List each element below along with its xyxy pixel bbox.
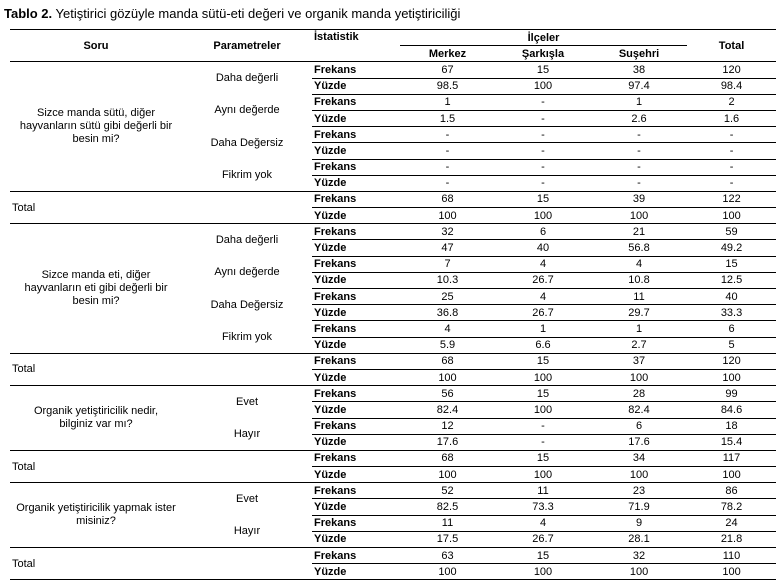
table-row — [10, 483, 776, 499]
value-cell-total: 78.2 — [687, 499, 776, 515]
stat-label-frekans: Frekans — [312, 256, 400, 272]
value-cell-susehri: 1 — [591, 321, 687, 337]
total-value-susehri: 100 — [591, 564, 687, 580]
total-label: Total — [10, 450, 312, 482]
value-cell-sarkisla: 1 — [495, 321, 591, 337]
stat-label-frekans: Frekans — [314, 387, 357, 400]
total-value-merkez: 63 — [441, 549, 454, 562]
stat-label-frekans: Frekans — [312, 127, 400, 143]
value-cell-total: 24 — [687, 515, 776, 531]
stat-label-yuzde: Yüzde — [312, 240, 400, 256]
stat-label-yuzde: Yüzde — [312, 369, 400, 385]
value-cell-sarkisla: - — [495, 110, 591, 126]
value-cell-merkez: 32 — [441, 225, 454, 238]
value-cell-merkez: 12 — [400, 418, 495, 434]
value-cell-merkez: 5.9 — [400, 337, 495, 353]
parameter-cell: Fikrim yok — [182, 159, 312, 191]
total-value-total: 117 — [722, 452, 741, 465]
total-value-sarkisla: 100 — [495, 369, 591, 385]
value-cell-total: 1.6 — [687, 110, 776, 126]
value-cell-sarkisla: 4 — [495, 289, 591, 305]
total-value-sarkisla: 15 — [536, 355, 550, 368]
total-value-total: 122 — [722, 193, 741, 206]
value-cell-merkez: 11 — [400, 515, 495, 531]
table-caption-text: Yetiştirici gözüyle manda sütü-eti değeri ve organik manda yetiştiriciliği — [55, 6, 461, 21]
value-cell-sarkisla: 26.7 — [495, 305, 591, 321]
value-cell-susehri: - — [591, 143, 687, 159]
value-cell-total: 18 — [687, 418, 776, 434]
total-value-merkez: 100 — [400, 208, 495, 224]
table-row — [10, 224, 776, 240]
value-cell-susehri: 38 — [632, 63, 646, 76]
header-total: Total — [687, 30, 776, 62]
value-cell-susehri: - — [591, 175, 687, 191]
total-value-sarkisla: 15 — [536, 193, 550, 206]
table-caption-label: Tablo 2. — [4, 6, 53, 21]
parameter-cell: Daha değerli — [215, 72, 279, 85]
table-row — [10, 62, 776, 78]
value-cell-merkez: 47 — [400, 240, 495, 256]
total-value-merkez: 100 — [400, 467, 495, 483]
value-cell-susehri: 71.9 — [591, 499, 687, 515]
total-label: Total — [10, 353, 312, 385]
total-value-total: 120 — [722, 355, 741, 368]
question-cell: Organik yetiştiricilik yapmak ister misiniz? — [10, 483, 182, 548]
parameter-cell: Aynı değerde — [214, 266, 280, 279]
value-cell-merkez: 4 — [400, 321, 495, 337]
question-cell: Organik yetiştiricilik nedir, bilginiz var mı? — [10, 386, 182, 451]
value-cell-susehri: 56.8 — [591, 240, 687, 256]
value-cell-merkez: 17.6 — [400, 434, 495, 450]
stat-label-frekans: Frekans — [314, 484, 357, 497]
value-cell-total: 99 — [725, 387, 738, 400]
stat-label-frekans: Frekans — [314, 355, 357, 368]
value-cell-total: 12.5 — [687, 272, 776, 288]
value-cell-susehri: 29.7 — [591, 305, 687, 321]
stat-label-frekans: Frekans — [314, 452, 357, 465]
value-cell-merkez: 52 — [441, 484, 454, 497]
value-cell-sarkisla: 15 — [536, 387, 550, 400]
total-value-merkez: 68 — [441, 452, 454, 465]
stat-label-yuzde: Yüzde — [312, 531, 400, 547]
parameter-cell: Hayır — [182, 515, 312, 547]
total-value-total: 100 — [687, 564, 776, 580]
total-value-merkez: 68 — [441, 355, 454, 368]
value-cell-sarkisla: 4 — [495, 256, 591, 272]
value-cell-susehri: 21 — [632, 225, 646, 238]
parameter-cell: Daha Değersiz — [210, 298, 284, 311]
total-value-susehri: 39 — [632, 193, 646, 206]
value-cell-sarkisla: 100 — [495, 402, 591, 418]
value-cell-sarkisla: - — [495, 175, 591, 191]
value-cell-sarkisla: 11 — [537, 484, 549, 497]
stat-label-frekans: Frekans — [312, 94, 400, 110]
total-value-susehri: 100 — [591, 467, 687, 483]
total-value-sarkisla: 100 — [495, 564, 591, 580]
total-value-sarkisla: 100 — [495, 467, 591, 483]
stat-label-frekans: Frekans — [312, 159, 400, 175]
value-cell-merkez: 82.4 — [400, 402, 495, 418]
parameter-cell: Evet — [235, 493, 258, 506]
value-cell-merkez: - — [400, 175, 495, 191]
value-cell-total: - — [687, 127, 776, 143]
value-cell-susehri: 28 — [632, 387, 646, 400]
total-value-susehri: 37 — [632, 355, 646, 368]
stat-label-yuzde: Yüzde — [312, 208, 400, 224]
value-cell-sarkisla: 100 — [495, 78, 591, 94]
value-cell-susehri: 23 — [632, 484, 646, 497]
stat-label-yuzde: Yüzde — [312, 305, 400, 321]
question-cell: Sizce manda eti, diğer hayvanların eti gibi değerli bir besin mi? — [10, 224, 182, 354]
value-cell-sarkisla: - — [495, 127, 591, 143]
value-cell-total: - — [687, 175, 776, 191]
value-cell-total: 15.4 — [687, 434, 776, 450]
value-cell-sarkisla: 26.7 — [495, 531, 591, 547]
stat-label-yuzde: Yüzde — [312, 337, 400, 353]
parameter-cell: Daha Değersiz — [210, 136, 284, 149]
value-cell-sarkisla: 40 — [495, 240, 591, 256]
stat-label-yuzde: Yüzde — [312, 499, 400, 515]
value-cell-total: 84.6 — [687, 402, 776, 418]
value-cell-total: 15 — [687, 256, 776, 272]
value-cell-total: - — [687, 143, 776, 159]
parameter-cell: Hayır — [182, 418, 312, 450]
value-cell-total: 49.2 — [687, 240, 776, 256]
value-cell-sarkisla: - — [495, 418, 591, 434]
total-value-sarkisla: 100 — [495, 208, 591, 224]
total-value-total: 100 — [687, 467, 776, 483]
value-cell-merkez: 7 — [400, 256, 495, 272]
value-cell-merkez: - — [400, 127, 495, 143]
header-sarkisla: Şarkışla — [495, 46, 591, 62]
value-cell-merkez: 98.5 — [400, 78, 495, 94]
table-caption — [4, 6, 460, 21]
stat-label-yuzde: Yüzde — [312, 175, 400, 191]
value-cell-susehri: 11 — [591, 289, 687, 305]
value-cell-susehri: 2.7 — [591, 337, 687, 353]
value-cell-sarkisla: - — [495, 159, 591, 175]
value-cell-total: 2 — [687, 94, 776, 110]
header-parametreler: Parametreler — [182, 30, 312, 62]
value-cell-total: - — [687, 159, 776, 175]
parameter-cell: Daha değerli — [215, 234, 279, 247]
stat-label-yuzde: Yüzde — [312, 434, 400, 450]
value-cell-merkez: 82.5 — [400, 499, 495, 515]
total-value-susehri: 100 — [591, 369, 687, 385]
header-soru: Soru — [10, 30, 182, 62]
value-cell-susehri: 9 — [591, 515, 687, 531]
value-cell-sarkisla: 26.7 — [495, 272, 591, 288]
total-value-susehri: 100 — [591, 208, 687, 224]
value-cell-merkez: 10.3 — [400, 272, 495, 288]
stat-label-frekans: Frekans — [314, 225, 357, 238]
value-cell-merkez: 17.5 — [400, 531, 495, 547]
value-cell-susehri: 82.4 — [591, 402, 687, 418]
header-row-1 — [10, 30, 776, 46]
stat-label-frekans: Frekans — [312, 289, 400, 305]
value-cell-merkez: 25 — [400, 289, 495, 305]
value-cell-susehri: 1 — [591, 94, 687, 110]
total-value-susehri: 32 — [632, 549, 646, 562]
total-row — [10, 353, 776, 369]
header-merkez: Merkez — [400, 46, 495, 62]
parameter-cell: Fikrim yok — [182, 321, 312, 353]
total-value-merkez: 100 — [400, 369, 495, 385]
value-cell-susehri: 97.4 — [591, 78, 687, 94]
stat-label-yuzde: Yüzde — [312, 143, 400, 159]
value-cell-total: 5 — [687, 337, 776, 353]
value-cell-total: 21.8 — [687, 531, 776, 547]
total-value-susehri: 34 — [632, 452, 646, 465]
value-cell-sarkisla: 4 — [495, 515, 591, 531]
stat-label-frekans: Frekans — [314, 549, 357, 562]
value-cell-merkez: 1.5 — [400, 110, 495, 126]
stat-label-yuzde: Yüzde — [312, 402, 400, 418]
stat-label-frekans: Frekans — [312, 321, 400, 337]
parameter-cell: Evet — [235, 396, 258, 409]
value-cell-susehri: 17.6 — [591, 434, 687, 450]
total-row — [10, 191, 776, 207]
total-label: Total — [10, 191, 312, 223]
stat-label-yuzde: Yüzde — [312, 110, 400, 126]
value-cell-susehri: 2.6 — [591, 110, 687, 126]
value-cell-total: 6 — [687, 321, 776, 337]
value-cell-susehri: 10.8 — [591, 272, 687, 288]
stat-label-frekans: Frekans — [312, 418, 400, 434]
stat-label-yuzde: Yüzde — [312, 78, 400, 94]
value-cell-sarkisla: - — [495, 434, 591, 450]
value-cell-susehri: 6 — [591, 418, 687, 434]
value-cell-total: 59 — [725, 225, 738, 238]
stat-label-yuzde: Yüzde — [312, 467, 400, 483]
parameter-cell: Aynı değerde — [214, 104, 280, 117]
value-cell-susehri: 28.1 — [591, 531, 687, 547]
total-value-total: 100 — [687, 208, 776, 224]
table-body — [10, 62, 776, 580]
total-value-sarkisla: 15 — [536, 549, 550, 562]
value-cell-sarkisla: 73.3 — [495, 499, 591, 515]
value-cell-merkez: - — [400, 143, 495, 159]
total-value-merkez: 68 — [441, 193, 454, 206]
value-cell-total: 98.4 — [687, 78, 776, 94]
stat-label-yuzde: Yüzde — [312, 564, 400, 580]
data-table — [10, 29, 776, 580]
value-cell-merkez: 56 — [441, 387, 454, 400]
value-cell-sarkisla: - — [495, 94, 591, 110]
value-cell-total: 120 — [722, 63, 741, 76]
value-cell-merkez: - — [400, 159, 495, 175]
value-cell-sarkisla: - — [495, 143, 591, 159]
value-cell-merkez: 1 — [400, 94, 495, 110]
total-value-total: 110 — [722, 549, 741, 562]
total-label: Total — [10, 548, 312, 580]
question-cell: Sizce manda sütü, diğer hayvanların sütü gibi değerli bir besin mi? — [10, 62, 182, 192]
stat-label-frekans: Frekans — [314, 193, 357, 206]
value-cell-susehri: - — [591, 159, 687, 175]
value-cell-sarkisla: 6 — [539, 225, 547, 238]
value-cell-total: 86 — [725, 484, 738, 497]
total-value-merkez: 100 — [400, 564, 495, 580]
stat-label-frekans: Frekans — [312, 515, 400, 531]
header-istatistik: İstatistik — [312, 30, 400, 62]
value-cell-susehri: - — [591, 127, 687, 143]
value-cell-susehri: 4 — [591, 256, 687, 272]
header-ilceler: İlçeler — [400, 30, 687, 46]
total-value-sarkisla: 15 — [536, 452, 550, 465]
value-cell-sarkisla: 15 — [536, 63, 550, 76]
stat-label-yuzde: Yüzde — [312, 272, 400, 288]
value-cell-merkez: 67 — [441, 63, 454, 76]
value-cell-total: 33.3 — [687, 305, 776, 321]
total-row — [10, 450, 776, 466]
table-row — [10, 386, 776, 402]
total-value-total: 100 — [687, 369, 776, 385]
value-cell-merkez: 36.8 — [400, 305, 495, 321]
stat-label-frekans: Frekans — [314, 63, 357, 76]
header-susehri: Suşehri — [591, 46, 687, 62]
value-cell-sarkisla: 6.6 — [495, 337, 591, 353]
value-cell-total: 40 — [687, 289, 776, 305]
